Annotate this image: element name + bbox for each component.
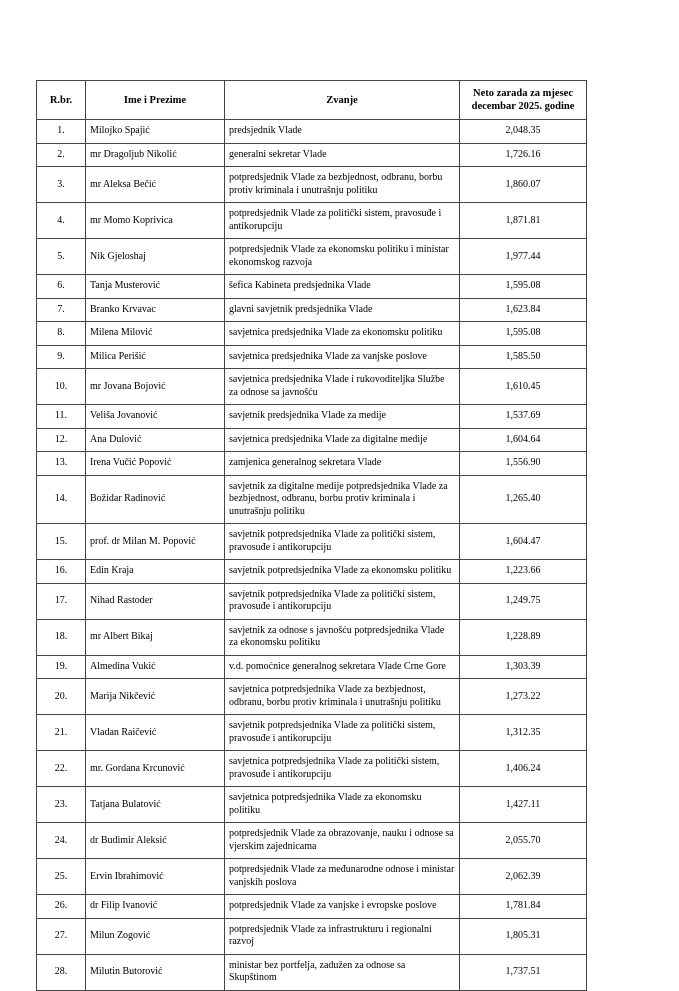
row-number-cell: 15. — [37, 524, 86, 560]
title-cell: zamjenica generalnog sekretara Vlade — [225, 452, 460, 476]
title-cell: savjetnica predsjednika Vlade za ekonomsku politiku — [225, 322, 460, 346]
table-row — [37, 954, 587, 990]
salary-cell: 1,556.90 — [460, 452, 587, 476]
table-row — [37, 715, 587, 751]
name-cell: mr Momo Koprivica — [86, 203, 225, 239]
name-cell: Milun Zogović — [86, 918, 225, 954]
name-cell: mr Jovana Bojović — [86, 369, 225, 405]
row-number-cell: 7. — [37, 298, 86, 322]
title-cell: ministar bez portfelja, zadužen za odnose sa Skupštinom — [225, 954, 460, 990]
table-row — [37, 895, 587, 919]
name-cell: Milojko Spajić — [86, 120, 225, 144]
name-cell: mr. Gordana Krcunović — [86, 751, 225, 787]
row-number-cell: 22. — [37, 751, 86, 787]
title-cell: savjetnik za odnose s javnošću potpredsjednika Vlade za ekonomsku politiku — [225, 619, 460, 655]
name-cell: prof. dr Milan M. Popović — [86, 524, 225, 560]
header-salary: Neto zarada za mjesec decembar 2025. godine — [460, 81, 587, 120]
row-number-cell: 19. — [37, 655, 86, 679]
table-row — [37, 369, 587, 405]
table-row — [37, 679, 587, 715]
row-number-cell: 3. — [37, 167, 86, 203]
table-body — [37, 120, 587, 991]
title-cell: savjetnica potpredsjednika Vlade za politički sistem, pravosuđe i antikorupciju — [225, 751, 460, 787]
row-number-cell: 2. — [37, 143, 86, 167]
name-cell: Tanja Musterović — [86, 275, 225, 299]
title-cell: savjetnica potpredsjednika Vlade za ekonomsku politiku — [225, 787, 460, 823]
table-row — [37, 275, 587, 299]
row-number-cell: 5. — [37, 239, 86, 275]
salary-cell: 1,265.40 — [460, 475, 587, 524]
row-number-cell: 28. — [37, 954, 86, 990]
row-number-cell: 6. — [37, 275, 86, 299]
table-row — [37, 322, 587, 346]
salary-cell: 1,228.89 — [460, 619, 587, 655]
salary-cell: 1,406.24 — [460, 751, 587, 787]
row-number-cell: 13. — [37, 452, 86, 476]
title-cell: savjetnik potpredsjednika Vlade za politički sistem, pravosuđe i antikorupciju — [225, 715, 460, 751]
title-cell: savjetnica potpredsjednika Vlade za bezbjednost, odbranu, borbu protiv kriminala i unutrašnju politiku — [225, 679, 460, 715]
row-number-cell: 20. — [37, 679, 86, 715]
title-cell: savjetnik potpredsjednika Vlade za politički sistem, pravosuđe i antikorupciju — [225, 524, 460, 560]
title-cell: potpredsjednik Vlade za obrazovanje, nauku i odnose sa vjerskim zajednicama — [225, 823, 460, 859]
salary-cell: 1,312.35 — [460, 715, 587, 751]
title-cell: šefica Kabineta predsjednika Vlade — [225, 275, 460, 299]
salary-cell: 1,249.75 — [460, 583, 587, 619]
name-cell: Nik Gjeloshaj — [86, 239, 225, 275]
title-cell: savjetnik potpredsjednika Vlade za ekonomsku politiku — [225, 560, 460, 584]
salary-cell: 1,977.44 — [460, 239, 587, 275]
salary-cell: 1,860.07 — [460, 167, 587, 203]
name-cell: Ana Dulović — [86, 428, 225, 452]
row-number-cell: 16. — [37, 560, 86, 584]
salary-cell: 1,805.31 — [460, 918, 587, 954]
row-number-cell: 8. — [37, 322, 86, 346]
name-cell: mr Dragoljub Nikolić — [86, 143, 225, 167]
header-row-number: R.br. — [37, 81, 86, 120]
row-number-cell: 23. — [37, 787, 86, 823]
title-cell: v.d. pomoćnice generalnog sekretara Vlade Crne Gore — [225, 655, 460, 679]
table-row — [37, 120, 587, 144]
row-number-cell: 4. — [37, 203, 86, 239]
salary-cell: 1,303.39 — [460, 655, 587, 679]
table-row — [37, 143, 587, 167]
table-row — [37, 239, 587, 275]
salary-cell: 2,062.39 — [460, 859, 587, 895]
header-row — [37, 81, 587, 120]
title-cell: glavni savjetnik predsjednika Vlade — [225, 298, 460, 322]
name-cell: mr Albert Bikaj — [86, 619, 225, 655]
table-row — [37, 918, 587, 954]
name-cell: Marija Nikčević — [86, 679, 225, 715]
title-cell: predsjednik Vlade — [225, 120, 460, 144]
table-row — [37, 524, 587, 560]
name-cell: Tatjana Bulatović — [86, 787, 225, 823]
row-number-cell: 18. — [37, 619, 86, 655]
name-cell: Milica Perišić — [86, 345, 225, 369]
title-cell: generalni sekretar Vlade — [225, 143, 460, 167]
salary-cell: 1,781.84 — [460, 895, 587, 919]
row-number-cell: 24. — [37, 823, 86, 859]
title-cell: potpredsjednik Vlade za ekonomsku politiku i ministar ekonomskog razvoja — [225, 239, 460, 275]
table-row — [37, 859, 587, 895]
name-cell: dr Filip Ivanović — [86, 895, 225, 919]
name-cell: Edin Kraja — [86, 560, 225, 584]
name-cell: Almedina Vukić — [86, 655, 225, 679]
name-cell: Irena Vučić Popović — [86, 452, 225, 476]
table-header — [37, 81, 587, 120]
row-number-cell: 26. — [37, 895, 86, 919]
table-row — [37, 298, 587, 322]
salary-cell: 1,871.81 — [460, 203, 587, 239]
salary-cell: 1,537.69 — [460, 405, 587, 429]
title-cell: savjetnica predsjednika Vlade i rukovoditeljka Službe za odnose sa javnošću — [225, 369, 460, 405]
title-cell: savjetnik potpredsjednika Vlade za politički sistem, pravosuđe i antikorupciju — [225, 583, 460, 619]
salary-table — [36, 80, 587, 991]
salary-cell: 1,726.16 — [460, 143, 587, 167]
table-row — [37, 405, 587, 429]
salary-cell: 1,427.11 — [460, 787, 587, 823]
salary-cell: 1,223.66 — [460, 560, 587, 584]
table-row — [37, 203, 587, 239]
salary-cell: 1,623.84 — [460, 298, 587, 322]
salary-cell: 2,048.35 — [460, 120, 587, 144]
title-cell: potpredsjednik Vlade za infrastrukturu i regionalni razvoj — [225, 918, 460, 954]
table-row — [37, 167, 587, 203]
title-cell: savjetnik za digitalne medije potpredsjednika Vlade za bezbjednost, odbranu, borbu protiv kriminala i unutrašnju politiku — [225, 475, 460, 524]
salary-cell: 2,055.70 — [460, 823, 587, 859]
row-number-cell: 11. — [37, 405, 86, 429]
row-number-cell: 12. — [37, 428, 86, 452]
salary-cell: 1,595.08 — [460, 322, 587, 346]
name-cell: Branko Krvavac — [86, 298, 225, 322]
row-number-cell: 14. — [37, 475, 86, 524]
salary-cell: 1,595.08 — [460, 275, 587, 299]
row-number-cell: 27. — [37, 918, 86, 954]
name-cell: Milutin Butorović — [86, 954, 225, 990]
table-row — [37, 751, 587, 787]
name-cell: Božidar Radinović — [86, 475, 225, 524]
salary-cell: 1,273.22 — [460, 679, 587, 715]
table-row — [37, 452, 587, 476]
salary-cell: 1,737.51 — [460, 954, 587, 990]
title-cell: potpredsjednik Vlade za politički sistem, pravosuđe i antikorupciju — [225, 203, 460, 239]
name-cell: Vladan Raičević — [86, 715, 225, 751]
title-cell: savjetnica predsjednika Vlade za vanjske poslove — [225, 345, 460, 369]
name-cell: Veliša Jovanović — [86, 405, 225, 429]
row-number-cell: 21. — [37, 715, 86, 751]
row-number-cell: 25. — [37, 859, 86, 895]
name-cell: dr Budimir Aleksić — [86, 823, 225, 859]
row-number-cell: 10. — [37, 369, 86, 405]
table-row — [37, 823, 587, 859]
table-row — [37, 787, 587, 823]
row-number-cell: 17. — [37, 583, 86, 619]
header-name: Ime i Prezime — [86, 81, 225, 120]
header-title: Zvanje — [225, 81, 460, 120]
title-cell: savjetnica predsjednika Vlade za digitalne medije — [225, 428, 460, 452]
name-cell: Ervin Ibrahimović — [86, 859, 225, 895]
title-cell: potpredsjednik Vlade za vanjske i evropske poslove — [225, 895, 460, 919]
table-row — [37, 475, 587, 524]
name-cell: Nihad Rastoder — [86, 583, 225, 619]
salary-cell: 1,610.45 — [460, 369, 587, 405]
title-cell: potpredsjednik Vlade za bezbjednost, odbranu, borbu protiv kriminala i unutrašnju politiku — [225, 167, 460, 203]
name-cell: Milena Milović — [86, 322, 225, 346]
salary-cell: 1,585.50 — [460, 345, 587, 369]
table-row — [37, 619, 587, 655]
table-row — [37, 655, 587, 679]
row-number-cell: 1. — [37, 120, 86, 144]
title-cell: savjetnik predsjednika Vlade za medije — [225, 405, 460, 429]
row-number-cell: 9. — [37, 345, 86, 369]
table-row — [37, 583, 587, 619]
table-row — [37, 560, 587, 584]
title-cell: potpredsjednik Vlade za međunarodne odnose i ministar vanjskih poslova — [225, 859, 460, 895]
table-row — [37, 428, 587, 452]
name-cell: mr Aleksa Bečić — [86, 167, 225, 203]
salary-cell: 1,604.47 — [460, 524, 587, 560]
table-row — [37, 345, 587, 369]
salary-cell: 1,604.64 — [460, 428, 587, 452]
